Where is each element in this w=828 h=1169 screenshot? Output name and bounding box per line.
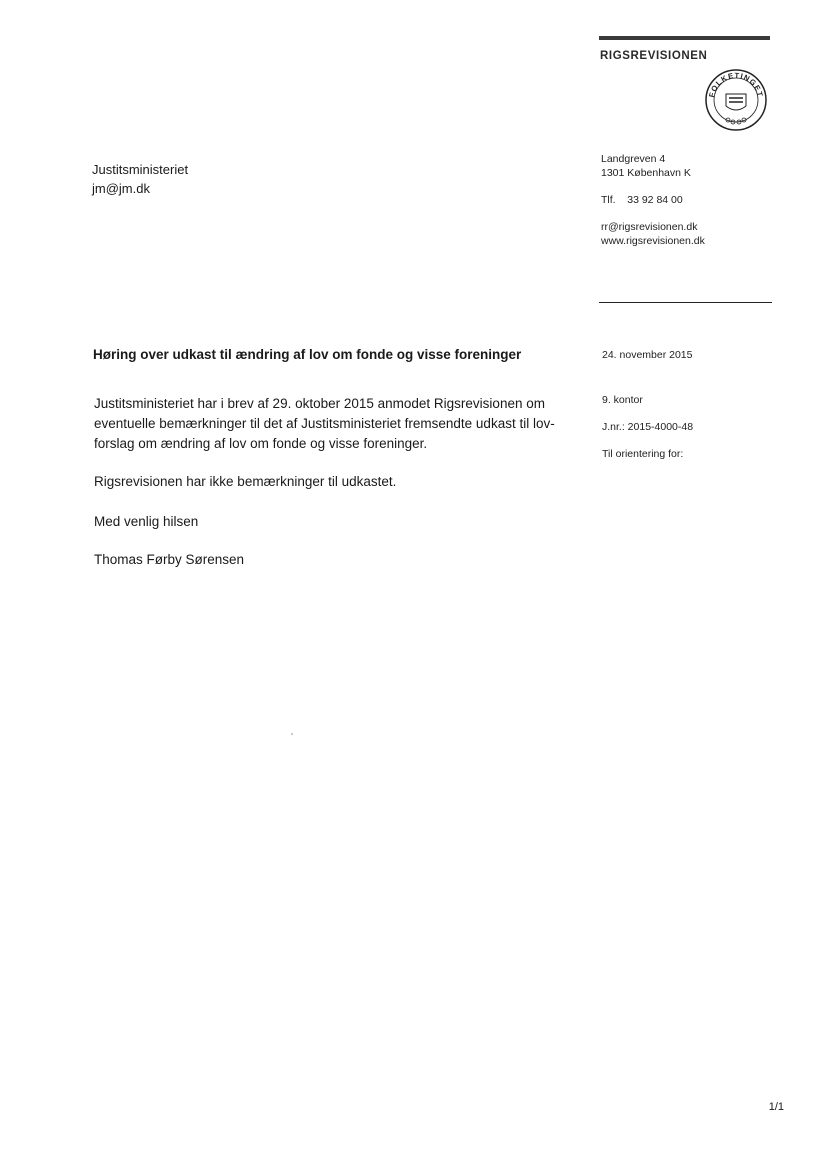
closing: Med venlig hilsen [94,514,199,529]
case-number: J.nr.: 2015-4000-48 [602,421,694,433]
recipient-email[interactable]: jm@jm.dk [92,181,150,196]
body-paragraph-2: Rigsrevisionen har ikke bemærkninger til udkastet. [94,474,397,489]
body-line: forslag om ændring af lov om fonde og visse foreninger. [94,436,428,451]
letter-date: 24. november 2015 [602,349,693,361]
organization-name: RIGSREVISIONEN [600,50,708,62]
contact-street: Landgreven 4 [601,153,666,165]
contact-address [601,152,691,180]
seal-text: FOLKETINGET [707,70,765,99]
contact-email[interactable]: rr@rigsrevisionen.dk [601,221,698,233]
office-label: 9. kontor [602,394,643,406]
contact-phone: Tlf. 33 92 84 00 [601,194,683,206]
page-number: 1/1 [768,1101,784,1113]
body-line: Justitsministeriet har i brev af 29. oktober 2015 anmodet Rigsrevisionen om [94,396,545,411]
cc-label: Til orientering for: [602,448,684,460]
body-line: eventuelle bemærkninger til det af Justitsministeriet fremsendte udkast til lov- [94,416,555,431]
body-paragraph-1 [94,394,574,454]
contact-online [601,220,705,248]
recipient-block [92,160,188,198]
contact-divider [599,302,772,303]
contact-website[interactable]: www.rigsrevisionen.dk [601,235,705,247]
header-bar [599,36,770,40]
folketinget-seal-icon [704,68,768,132]
recipient-name: Justitsministeriet [92,162,189,177]
contact-postal: 1301 København K [601,167,691,179]
scan-speck [291,733,293,735]
letter-subject: Høring over udkast til ændring af lov om fonde og visse foreninger [93,347,522,362]
signature: Thomas Førby Sørensen [94,552,245,567]
